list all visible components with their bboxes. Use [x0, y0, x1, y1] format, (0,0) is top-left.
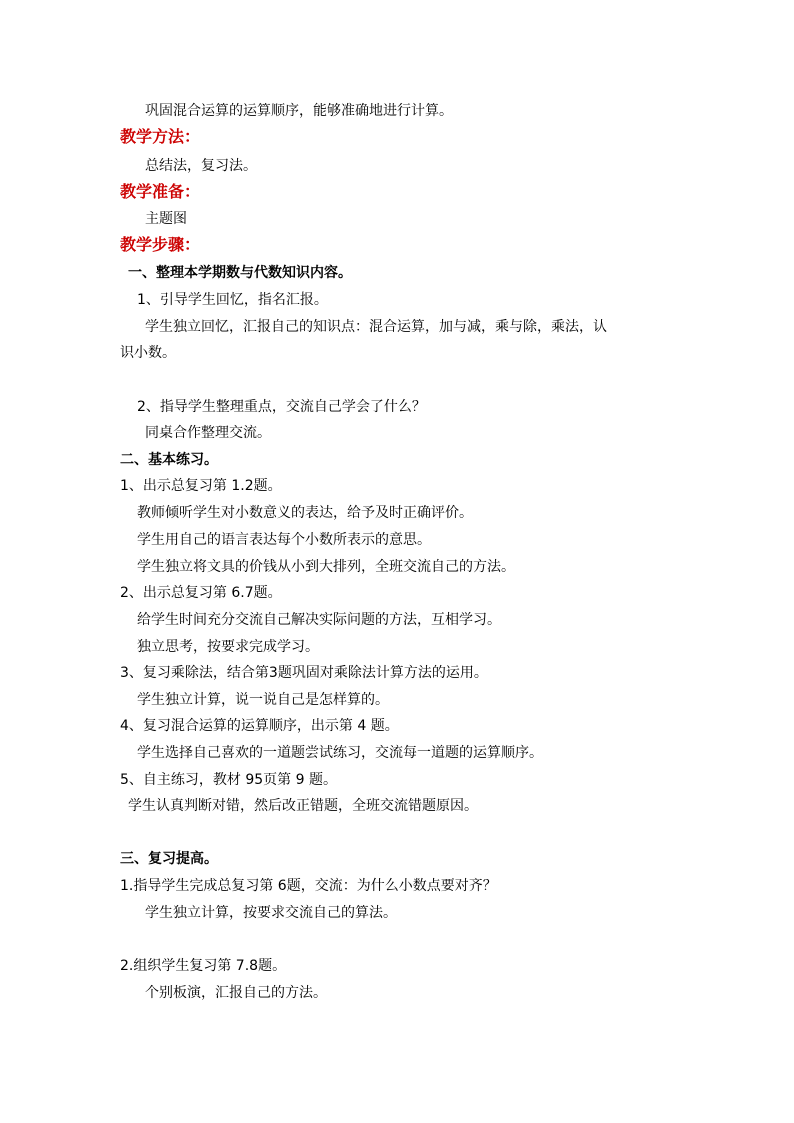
- section2-item1-desc3: 学生独立将文具的价钱从小到大排列，全班交流自己的方法。: [137, 559, 515, 575]
- section2-item4: 4、复习混合运算的运算顺序，出示第 4 题。: [120, 718, 399, 734]
- section2-item2-desc1: 给学生时间充分交流自己解决实际问题的方法，互相学习。: [137, 612, 501, 628]
- method-text: 总结法，复习法。: [145, 158, 257, 174]
- goal-text: 巩固混合运算的运算顺序，能够准确地进行计算。: [145, 103, 453, 119]
- steps-heading: 教学步骤：: [120, 235, 201, 254]
- section1-item1-desc-line2: 识小数。: [120, 345, 176, 361]
- section1-item2: 2、指导学生整理重点，交流自己学会了什么？: [137, 399, 426, 415]
- section2-item2: 2、出示总复习第 6.7题。: [120, 585, 282, 601]
- section2-title: 二、基本练习。: [120, 452, 218, 468]
- section3-item2-desc: 个别板演，汇报自己的方法。: [145, 985, 327, 1001]
- section2-item1-desc2: 学生用自己的语言表达每个小数所表示的意思。: [137, 532, 431, 548]
- section3-item2: 2.组织学生复习第 7.8题。: [120, 958, 287, 974]
- section2-item5-desc: 学生认真判断对错，然后改正错题，全班交流错题原因。: [128, 798, 478, 814]
- prep-text: 主题图: [145, 211, 187, 227]
- section3-title: 三、复习提高。: [120, 851, 218, 867]
- section3-item1-desc: 学生独立计算，按要求交流自己的算法。: [145, 905, 397, 921]
- section2-item1-desc1: 教师倾听学生对小数意义的表达，给予及时正确评价。: [137, 505, 473, 521]
- prep-heading: 教学准备：: [120, 182, 201, 201]
- section2-item3-desc: 学生独立计算，说一说自己是怎样算的。: [137, 692, 389, 708]
- section2-item3: 3、复习乘除法，结合第3题巩固对乘除法计算方法的运用。: [120, 665, 488, 681]
- section2-item5: 5、自主练习，教材 95页第 9 题。: [120, 772, 337, 788]
- section1-title: 一、整理本学期数与代数知识内容。: [128, 265, 352, 281]
- section2-item2-desc2: 独立思考，按要求完成学习。: [137, 639, 319, 655]
- section1-item2-desc: 同桌合作整理交流。: [145, 425, 271, 441]
- section2-item4-desc: 学生选择自己喜欢的一道题尝试练习，交流每一道题的运算顺序。: [137, 745, 543, 761]
- section3-item1: 1.指导学生完成总复习第 6题，交流：为什么小数点要对齐？: [120, 878, 497, 894]
- section2-item1: 1、出示总复习第 1.2题。: [120, 478, 282, 494]
- section1-item1-desc-line1: 学生独立回忆，汇报自己的知识点：混合运算，加与减，乘与除，乘法，认: [145, 319, 607, 335]
- section1-item1: 1、引导学生回忆，指名汇报。: [137, 292, 328, 308]
- method-heading: 教学方法：: [120, 127, 201, 146]
